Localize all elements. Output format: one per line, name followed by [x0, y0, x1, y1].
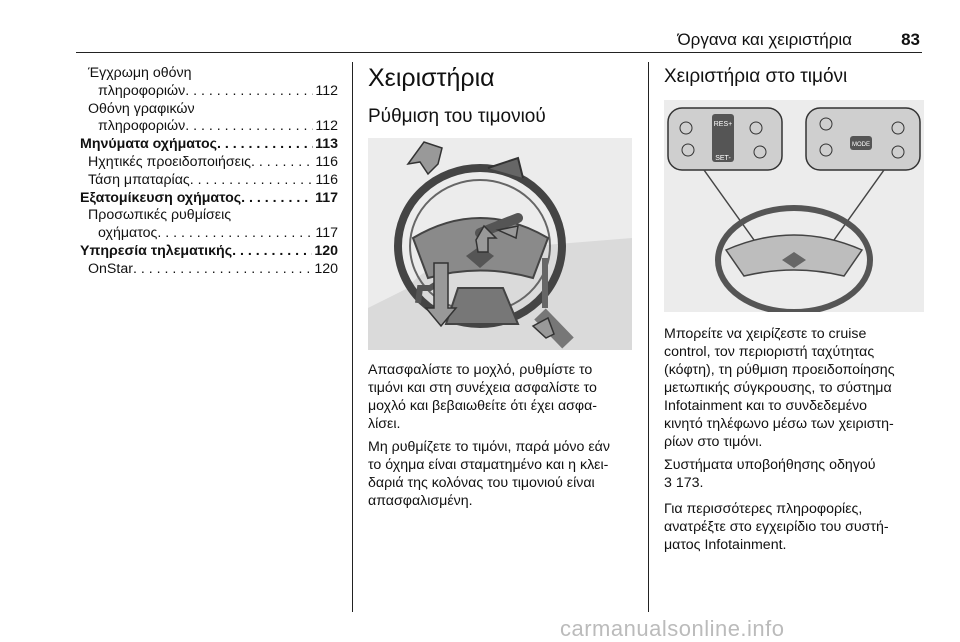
set-minus-label: SET- — [715, 155, 731, 162]
toc-page-number: 113 — [315, 136, 338, 153]
text-line: ρίων στο τιμόνι. — [664, 434, 763, 450]
page-reference-link[interactable]: 3 173. — [664, 475, 704, 491]
header-rule — [76, 52, 922, 53]
toc-leader-dots — [251, 154, 313, 172]
text-line: ματος Infotainment. — [664, 537, 787, 553]
running-header-title: Όργανα και χειριστήρια — [677, 30, 852, 49]
text-line: Συστήματα υποβοήθησης οδηγού — [664, 457, 876, 473]
toc-entry-title: Προσωπικές ρυθμίσεις — [88, 207, 232, 224]
toc-entry-title: Μηνύματα οχήματος — [80, 136, 218, 153]
toc-page-number: 120 — [314, 260, 338, 277]
toc-leader-dots — [185, 83, 313, 101]
toc-entry[interactable] — [80, 225, 338, 243]
steering-adjust-warning — [368, 438, 610, 510]
toc-leader-dots — [241, 190, 313, 208]
toc-entry-title: πληροφοριών — [98, 82, 186, 99]
toc-entry[interactable] — [80, 261, 338, 279]
toc-leader-dots — [217, 136, 313, 154]
steering-wheel-controls-illustration — [664, 100, 924, 312]
mode-label: MODE — [852, 142, 870, 148]
page-number: 83 — [901, 30, 920, 49]
text-line: ανατρέξτε στο εγχειρίδιο του συστή- — [664, 519, 889, 535]
text-line: απασφαλισμένη. — [368, 493, 473, 509]
text-line: μοχλό και βεβαιωθείτε ότι έχει ασφα- — [368, 398, 598, 414]
toc-entry[interactable] — [80, 190, 338, 208]
toc-leader-dots — [133, 261, 312, 279]
text-line: Infotainment και το συνδεδεμένο — [664, 398, 868, 414]
text-line: μετωπικής σύγκρουσης, το σύστημα — [664, 380, 892, 396]
text-line: τιμόνι και στη συνέχεια ασφαλίστε το — [368, 380, 597, 396]
column-divider-1 — [352, 62, 353, 612]
toc-entry-title: OnStar — [88, 260, 133, 277]
toc-entry[interactable] — [80, 154, 338, 172]
wheel-controls-description — [664, 325, 895, 451]
toc-page-number: 120 — [314, 242, 338, 259]
toc-entry[interactable] — [80, 243, 338, 261]
toc-entry-title: οχήματος — [98, 225, 158, 242]
table-of-contents — [80, 65, 338, 279]
toc-entry[interactable] — [80, 172, 338, 190]
text-line: (κόφτη), τη ρύθμιση προειδοποίησης — [664, 362, 895, 378]
text-line: Για περισσότερες πληροφορίες, — [664, 501, 863, 517]
text-line: Μπορείτε να χειρίζεστε το cruise — [664, 326, 867, 342]
toc-entry[interactable] — [80, 65, 338, 83]
infotainment-reference — [664, 500, 889, 554]
text-line: λίσει. — [368, 416, 401, 432]
toc-entry-title: πληροφοριών — [98, 118, 186, 135]
toc-entry-title: Υπηρεσία τηλεματικής — [80, 242, 233, 259]
toc-entry[interactable] — [80, 207, 338, 225]
toc-entry-title: Έγχρωμη οθόνη — [88, 65, 192, 81]
text-line: Απασφαλίστε το μοχλό, ρυθμίστε το — [368, 362, 593, 378]
text-line: δαριά της κολόνας του τιμονιού είναι — [368, 475, 595, 491]
wheel-controls-heading: Χειριστήρια στο τιμόνι — [664, 66, 848, 87]
toc-entry-title: Εξατομίκευση οχήματος — [80, 189, 242, 206]
column-divider-2 — [648, 62, 649, 612]
toc-page-number: 116 — [315, 171, 338, 188]
text-line: το όχημα είναι σταματημένο και η κλει- — [368, 457, 609, 473]
toc-page-number: 117 — [315, 225, 338, 242]
toc-entry-title: Ηχητικές προειδοποιήσεις — [88, 153, 251, 170]
toc-page-number: 112 — [315, 82, 338, 99]
wheel-controls-drawing — [664, 100, 924, 312]
toc-entry[interactable] — [80, 136, 338, 154]
steering-adjust-heading: Ρύθμιση του τιμονιού — [368, 106, 546, 127]
toc-entry-title: Τάση μπαταρίας — [88, 171, 190, 188]
text-line: Μη ρυθμίζετε το τιμόνι, παρά μόνο εάν — [368, 439, 610, 455]
section-title: Χειριστήρια — [368, 64, 495, 92]
toc-entry[interactable] — [80, 101, 338, 119]
steering-wheel-drawing — [368, 138, 632, 350]
toc-entry-title: Οθόνη γραφικών — [88, 100, 195, 117]
res-plus-label: RES+ — [713, 121, 733, 128]
toc-entry[interactable] — [80, 83, 338, 101]
toc-page-number: 117 — [315, 189, 338, 206]
text-line: κινητό τηλέφωνο μέσω των χειριστη- — [664, 416, 894, 432]
driver-assist-reference[interactable] — [664, 456, 876, 492]
steering-adjust-instructions — [368, 361, 597, 433]
toc-leader-dots — [157, 225, 313, 243]
watermark: carmanualsonline.info — [560, 616, 785, 641]
toc-page-number: 116 — [315, 153, 338, 170]
toc-leader-dots — [232, 243, 312, 261]
steering-adjustment-illustration — [368, 138, 632, 350]
toc-page-number: 112 — [315, 118, 338, 135]
toc-entry[interactable] — [80, 118, 338, 136]
toc-leader-dots — [185, 118, 313, 136]
text-line: control, τον περιοριστή ταχύτητας — [664, 344, 875, 360]
toc-leader-dots — [190, 172, 314, 190]
